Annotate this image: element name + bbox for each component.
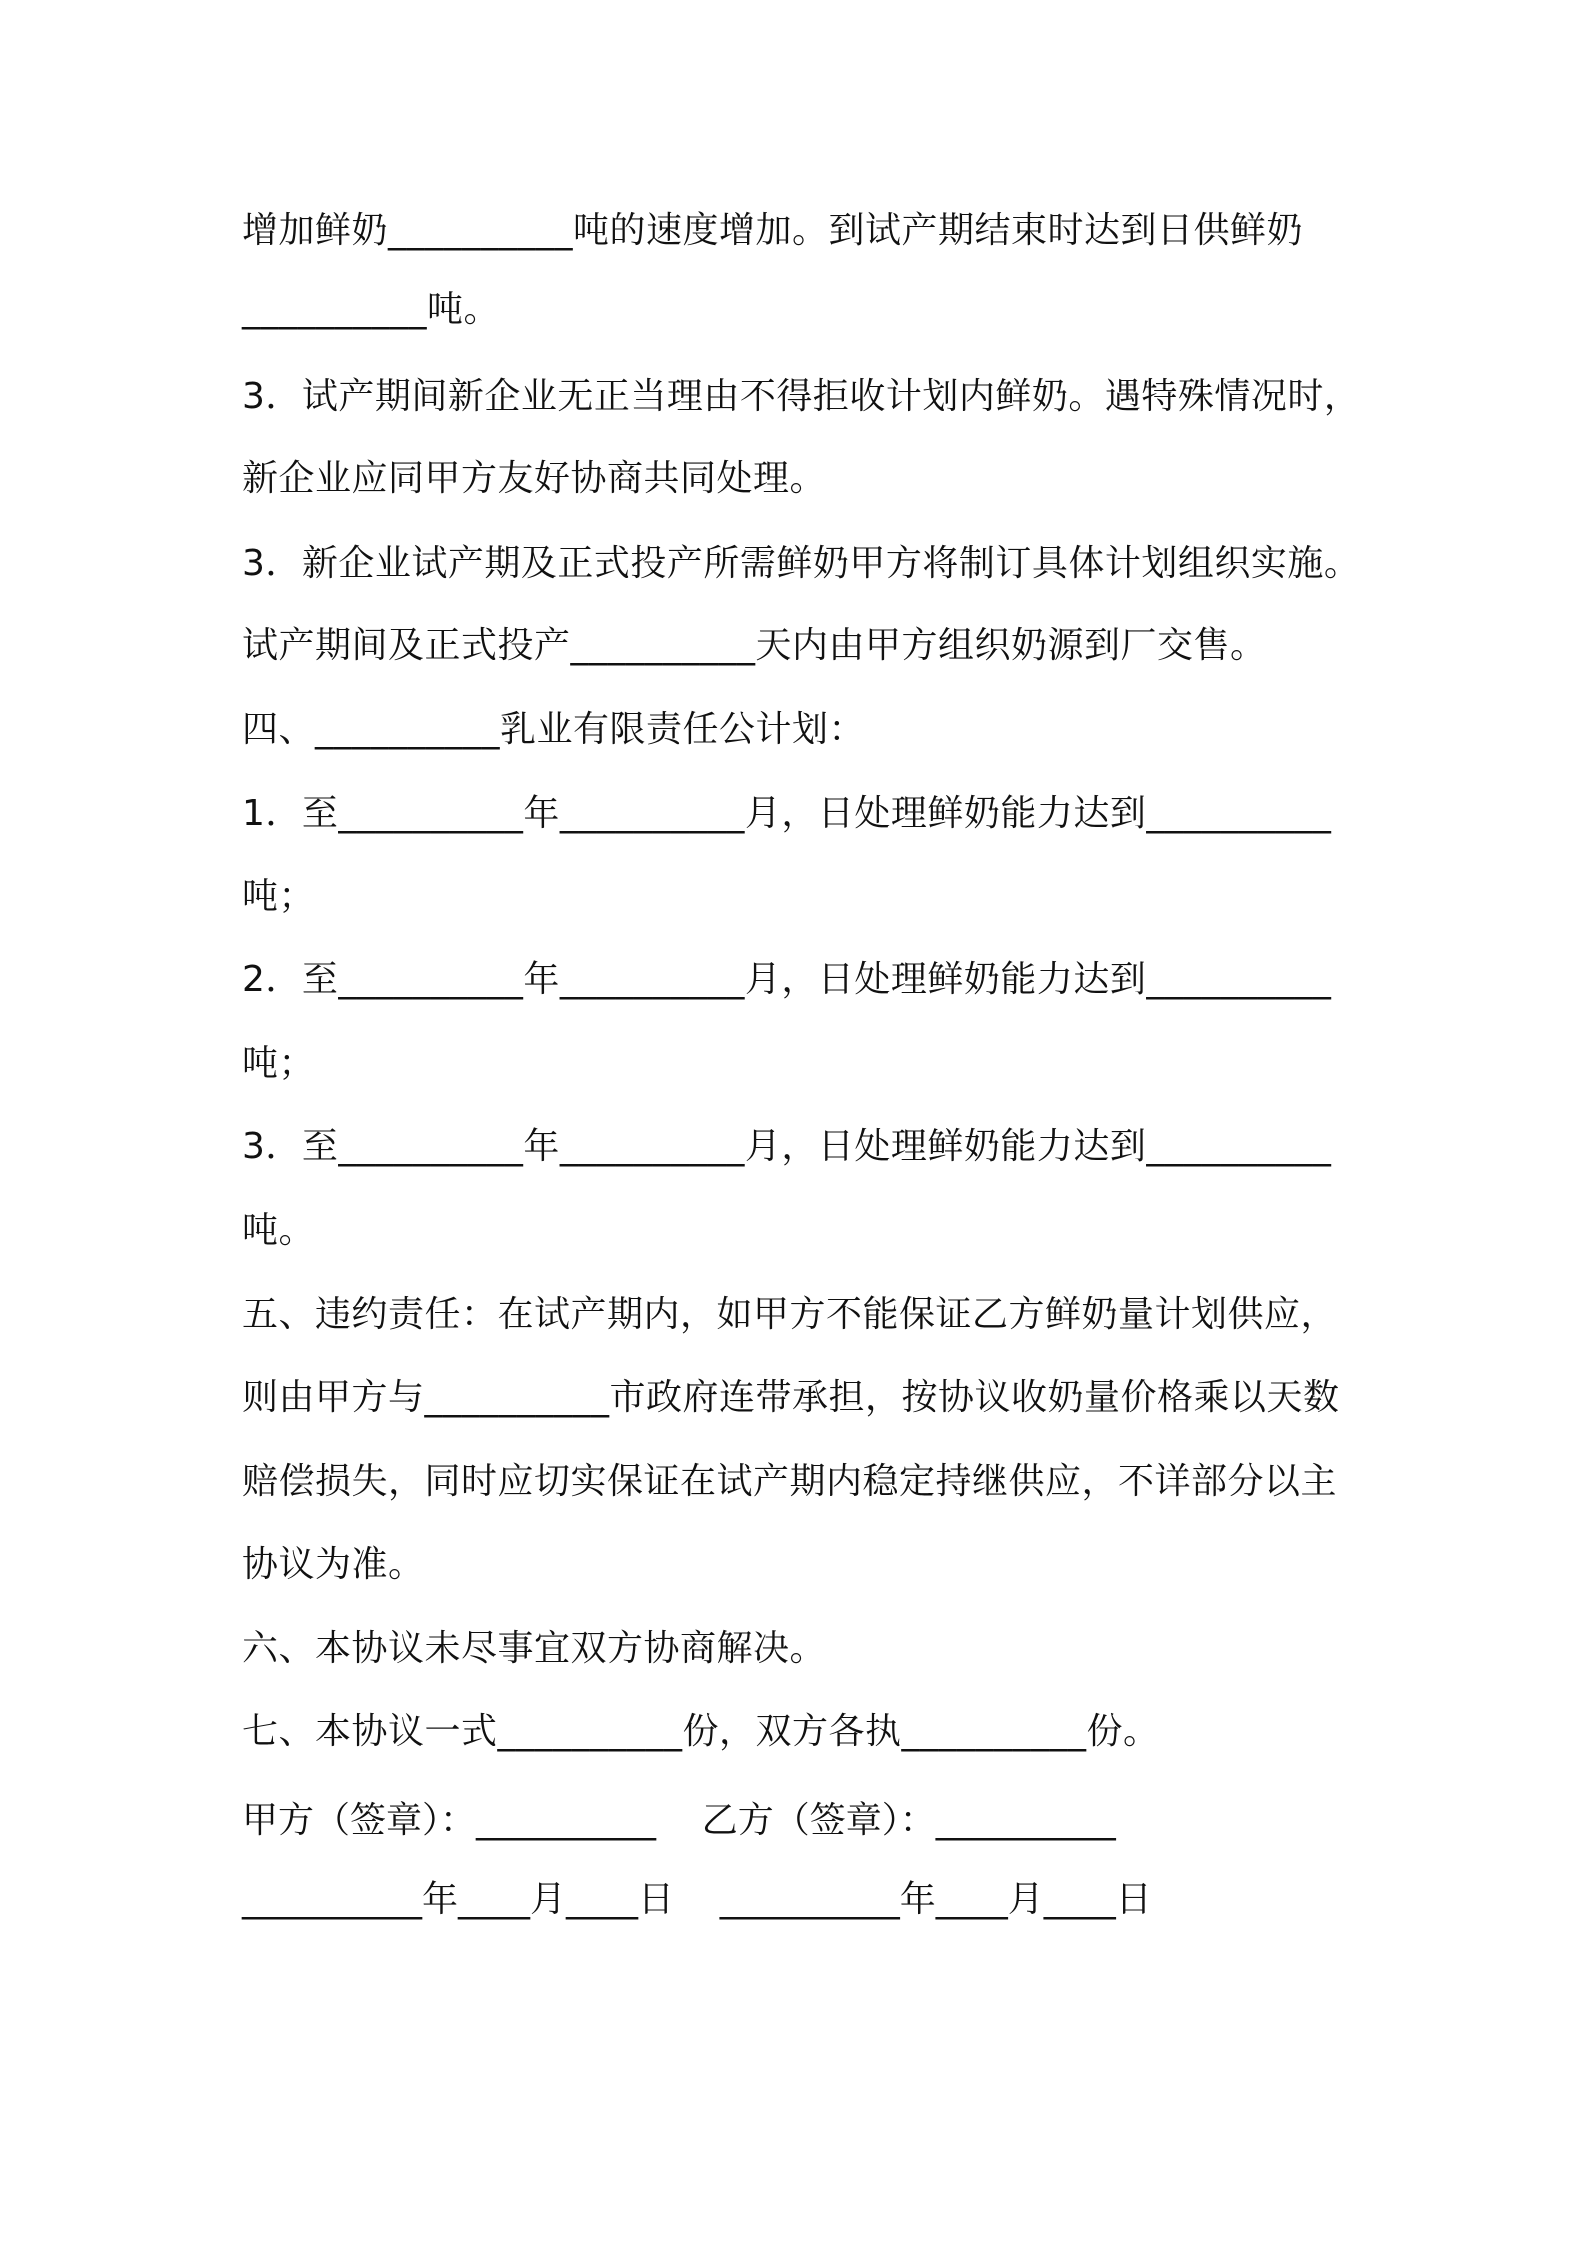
section-six: 六、本协议未尽事宜双方协商解决。 — [242, 1628, 827, 1669]
clause-3b-line-2: 试产期间及正式投产__________天内由甲方组织奶源到厂交售。 — [242, 625, 1267, 666]
plan-item-2-line-2: 吨； — [242, 1043, 316, 1084]
signature-line: 甲方（签章）：__________ 乙方（签章）：__________ — [242, 1800, 1116, 1841]
clause-3b-line-1: 3．新企业试产期及正式投产所需鲜奶甲方将制订具体计划组织实施。 — [242, 543, 1361, 584]
section-five-line-1: 五、违约责任：在试产期内，如甲方不能保证乙方鲜奶量计划供应， — [242, 1294, 1338, 1335]
plan-item-2-line-1: 2．至__________年__________月，日处理鲜奶能力达到__________ — [242, 959, 1332, 1000]
section-five-line-3: 赔偿损失，同时应切实保证在试产期内稳定持继供应，不详部分以主 — [242, 1461, 1338, 1502]
plan-item-1-line-2: 吨； — [242, 876, 316, 917]
plan-item-3-line-1: 3．至__________年__________月，日处理鲜奶能力达到__________ — [242, 1126, 1332, 1167]
body-line-1: 增加鲜奶__________吨的速度增加。到试产期结束时达到日供鲜奶 — [242, 210, 1304, 251]
date-line: __________年____月____日 __________年____月____日 — [242, 1879, 1152, 1920]
clause-3a-line-2: 新企业应同甲方友好协商共同处理。 — [242, 458, 827, 499]
section-four-heading: 四、__________乳业有限责任公计划： — [242, 709, 866, 750]
plan-item-3-line-2: 吨。 — [242, 1210, 316, 1251]
plan-item-1-line-1: 1．至__________年__________月，日处理鲜奶能力达到__________ — [242, 793, 1332, 834]
clause-3a-line-1: 3．试产期间新企业无正当理由不得拒收计划内鲜奶。遇特殊情况时， — [242, 376, 1361, 417]
section-five-line-2: 则由甲方与__________市政府连带承担，按协议收奶量价格乘以天数 — [242, 1377, 1340, 1418]
body-line-2: __________吨。 — [242, 289, 501, 330]
section-seven: 七、本协议一式__________份，双方各执__________份。 — [242, 1711, 1160, 1752]
section-five-line-4: 协议为准。 — [242, 1544, 425, 1585]
